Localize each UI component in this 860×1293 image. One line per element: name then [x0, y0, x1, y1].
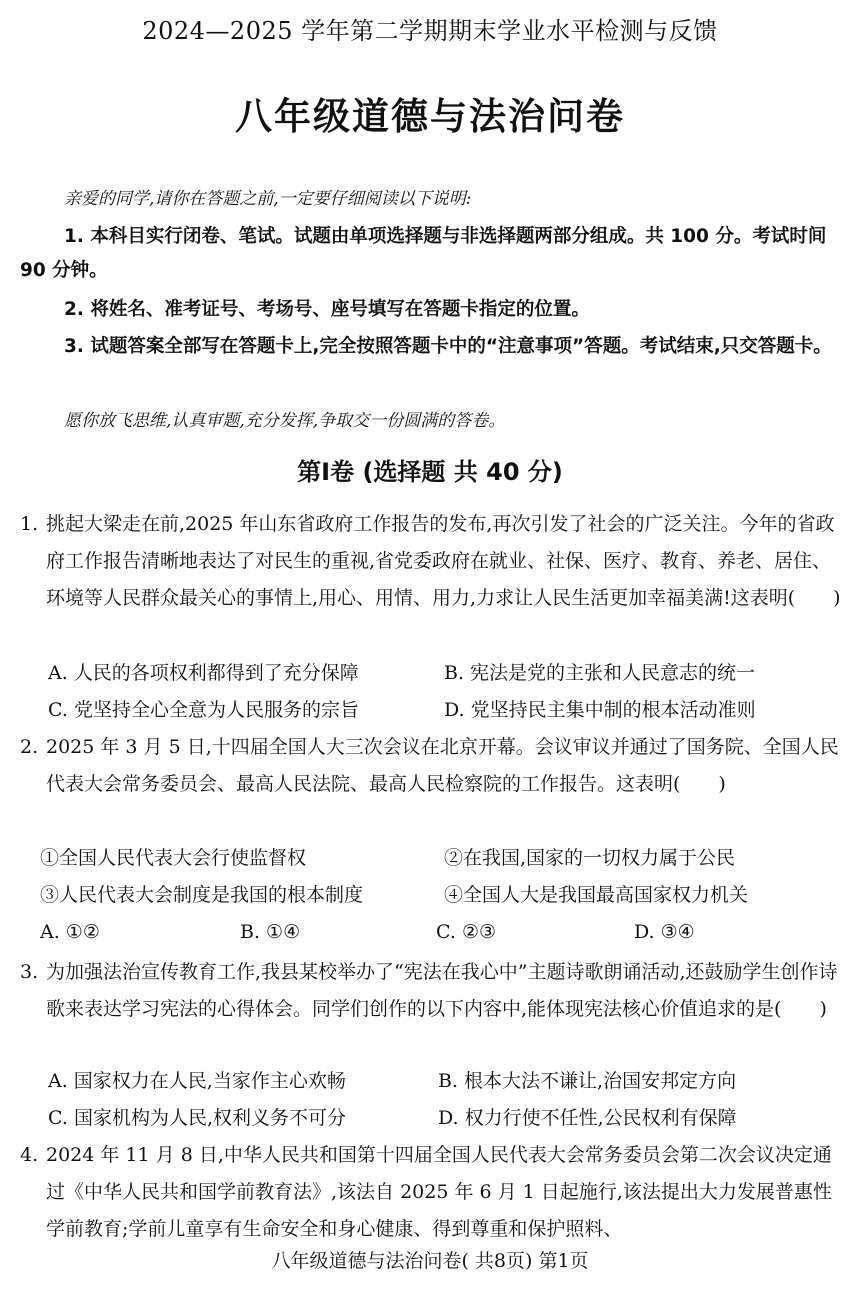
- question-2-option-c: C. ②③: [436, 921, 497, 943]
- instructions-closing: 愿你放飞思维,认真审题,充分发挥,争取交一份圆满的答卷。: [64, 411, 506, 431]
- question-number: 2.: [20, 736, 39, 758]
- question-text: 挑起大梁走在前,2025 年山东省政府工作报告的发布,再次引发了社会的广泛关注。今年的省政府工作报告清晰地表达了对民生的重视,省党委政府在就业、社保、医疗、教育、养老、居住、环境等人民群众最关心的事情上,用心、用情、用力,力求让人民生活更加幸福美满!这表明( ): [46, 513, 841, 609]
- question-2-option-d: D. ③④: [634, 921, 695, 943]
- question-text: 2025 年 3 月 5 日,十四届全国人大三次会议在北京开幕。会议审议并通过了国务院、全国人民代表大会常务委员会、最高人民法院、最高人民检察院的工作报告。这表明( ): [46, 736, 839, 795]
- question-1-option-a: A. 人民的各项权利都得到了充分保障: [48, 662, 359, 684]
- section-title: 第Ⅰ卷 (选择题 共 40 分): [297, 458, 563, 486]
- exam-subject-title: 八年级道德与法治问卷: [235, 95, 625, 138]
- question-3-option-d: D. 权力行使不任性,公民权利有保障: [438, 1107, 737, 1129]
- question-text: 2024 年 11 月 8 日,中华人民共和国第十四届全国人民代表大会常务委员会第二次会议决定通过《中华人民共和国学前教育法》,该法自 2025 年 6 月 1 日起施行,该法提出大力发展普惠性学前教育;学前儿童享有生命安全和身心健康、得到尊重和保护照料、: [46, 1144, 832, 1240]
- question-3-option-b: B. 根本大法不谦让,治国安邦定方向: [438, 1070, 737, 1092]
- question-4-stem: [20, 1137, 846, 1248]
- question-number: 4.: [20, 1144, 39, 1166]
- instruction-item-3: 3. 试题答案全部写在答题卡上,完全按照答题卡中的“注意事项”答题。考试结束,只交答题卡。: [64, 336, 832, 357]
- question-2-stem: [20, 729, 846, 803]
- question-2-statement-2: ②在我国,国家的一切权力属于公民: [444, 847, 736, 869]
- question-2-statement-1: ①全国人民代表大会行使监督权: [40, 847, 307, 869]
- question-1-stem: [20, 506, 846, 617]
- question-1-option-c: C. 党坚持全心全意为人民服务的宗旨: [48, 699, 359, 721]
- exam-header-title: 2024—2025 学年第二学期期末学业水平检测与反馈: [142, 17, 718, 45]
- question-text: 为加强法治宣传教育工作,我县某校举办了“宪法在我心中”主题诗歌朗诵活动,还鼓励学生创作诗歌来表达学习宪法的心得体会。同学们创作的以下内容中,能体现宪法核心价值追求的是( ): [46, 961, 838, 1020]
- question-1-option-b: B. 宪法是党的主张和人民意志的统一: [444, 662, 756, 684]
- question-3-option-c: C. 国家机构为人民,权利义务不可分: [48, 1107, 346, 1129]
- question-number: 3.: [20, 961, 39, 983]
- question-2-statement-3: ③人民代表大会制度是我国的根本制度: [40, 884, 364, 906]
- question-number: 1.: [20, 513, 39, 535]
- instruction-item-2: 2. 将姓名、准考证号、考场号、座号填写在答题卡指定的位置。: [64, 299, 590, 320]
- question-3-option-a: A. 国家权力在人民,当家作主心欢畅: [48, 1070, 346, 1092]
- question-3-stem: [20, 954, 846, 1028]
- question-2-option-a: A. ①②: [40, 921, 100, 943]
- instructions-greeting: 亲爱的同学,请你在答题之前,一定要仔细阅读以下说明:: [64, 189, 472, 209]
- question-2-option-b: B. ①④: [240, 921, 301, 943]
- question-1-option-d: D. 党坚持民主集中制的根本活动准则: [444, 699, 756, 721]
- page-footer: 八年级道德与法治问卷( 共8页) 第1页: [271, 1250, 589, 1272]
- instruction-item-1: 1. 本科目实行闭卷、笔试。试题由单项选择题与非选择题两部分组成。共 100 分。考试时间 90 分钟。: [20, 226, 827, 281]
- question-2-statement-4: ④全国人大是我国最高国家权力机关: [444, 884, 749, 906]
